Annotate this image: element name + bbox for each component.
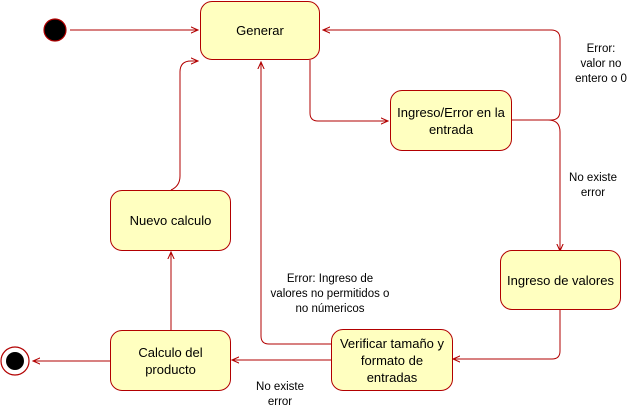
state-verificar[interactable] [331,329,453,391]
state-generar-label: Generar [236,23,284,38]
final-node-core [6,352,24,370]
state-ingreso-error-label: Ingreso/Error en la entrada [397,104,505,137]
state-calculo[interactable] [110,330,231,391]
state-ingreso-valores-label: Ingreso de valores [507,272,614,288]
state-nuevo-calculo-label: Nuevo calculo [129,213,212,228]
transition-ingreso-valores-to-verificar [453,310,560,359]
transition-ingreso-error-to-ingreso-valores [512,120,560,251]
state-generar[interactable] [200,1,320,60]
guard-no-existe-error-2: No existe error [252,380,308,410]
guard-error-entero: Error: valor no entero o 0 [573,42,629,87]
state-nuevo-calculo[interactable] [110,190,231,251]
transition-nuevo-to-generar [171,61,198,190]
transition-generar-to-ingreso-error [310,60,388,121]
state-calculo-label: Calculo del producto [138,344,203,377]
state-verificar-label: Verificar tamaño y formato de entradas [339,335,445,385]
state-ingreso-error[interactable] [390,90,512,151]
initial-node [44,19,66,41]
state-ingreso-valores[interactable] [500,250,621,310]
guard-no-existe-error-1: No existe error [569,172,617,199]
guard-error-ingreso: Error: Ingreso de valores no permitidos o no númericos [268,272,392,317]
